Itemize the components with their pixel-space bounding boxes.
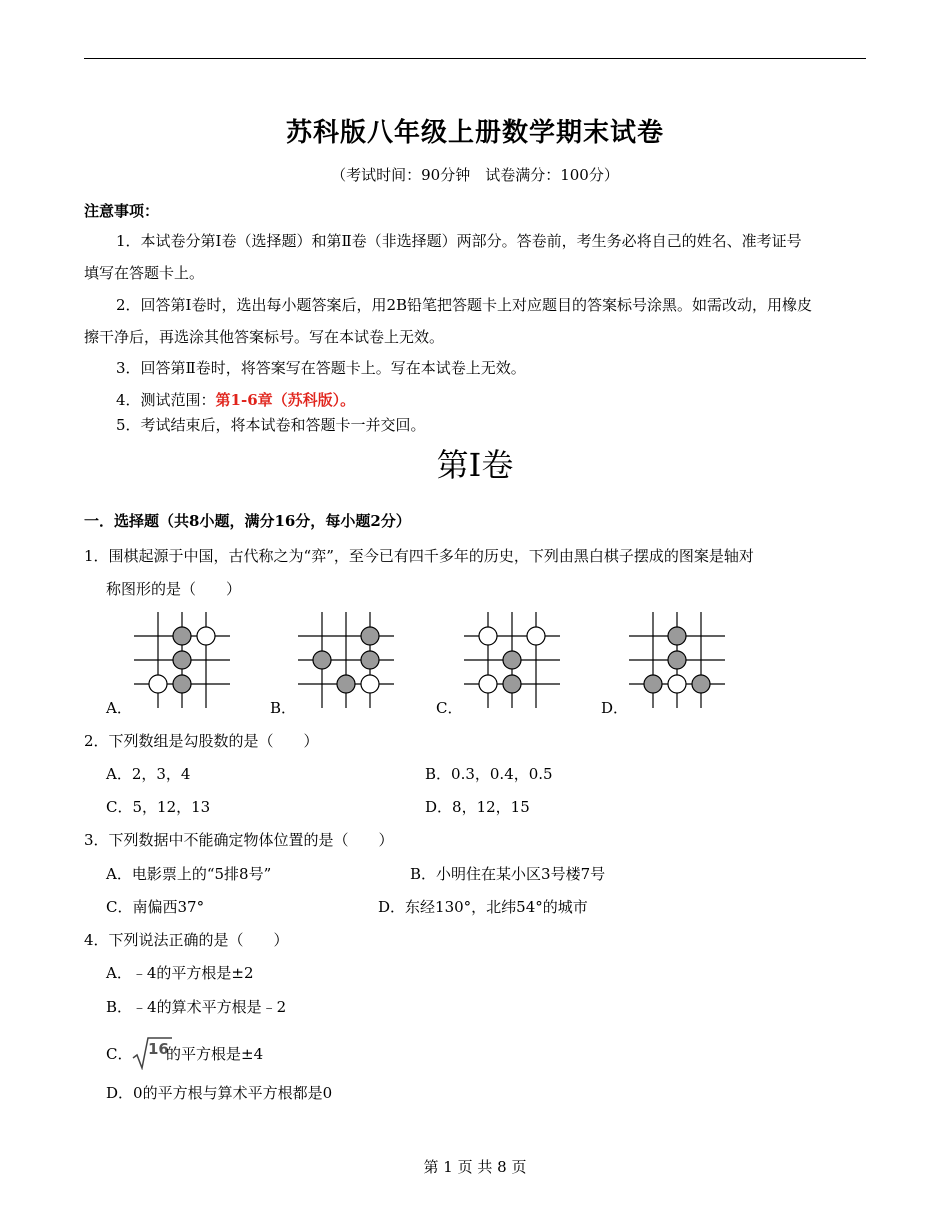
q1-option-c-label: C． <box>436 699 463 717</box>
notice-item-2-line-1: 2．回答第Ⅰ卷时，选出每小题答案后，用2B铅笔把答题卡上对应题目的答案标号涂黑。如需改动，用橡皮 <box>116 296 813 314</box>
section-title: 第Ⅰ卷 <box>436 446 514 484</box>
q1-option-d-label: D． <box>601 699 629 717</box>
q4-option-b: B．﹣4的算术平方根是﹣2 <box>106 998 287 1016</box>
q3-option-a: A．电影票上的“5排8号” <box>106 865 272 883</box>
exam-subtitle: （考试时间：90分钟 试卷满分：100分） <box>331 166 619 184</box>
notice-item-1-line-1: 1．本试卷分第Ⅰ卷（选择题）和第Ⅱ卷（非选择题）两部分。答卷前，考生务必将自己的姓名、准考证号 <box>116 232 802 250</box>
q3-option-d: D．东经130°，北纬54°的城市 <box>378 898 588 916</box>
go-board-d <box>629 612 729 708</box>
q4-stem: 4．下列说法正确的是（ ） <box>84 931 289 949</box>
q4-option-d: D．0的平方根与算术平方根都是0 <box>106 1084 333 1102</box>
notice-item-1-line-2: 填写在答题卡上。 <box>84 264 205 282</box>
notice-item-2-line-2: 擦干净后，再选涂其他答案标号。写在本试卷上无效。 <box>84 328 445 346</box>
q4-option-a: A．﹣4的平方根是±2 <box>106 964 254 982</box>
q3-option-c: C．南偏西37° <box>106 898 205 916</box>
q2-stem: 2．下列数组是勾股数的是（ ） <box>84 732 319 750</box>
notice-item-4-suffix: 。 <box>340 391 356 409</box>
q3-stem: 3．下列数据中不能确定物体位置的是（ ） <box>84 831 394 849</box>
q1-option-a-label: A． <box>106 699 132 717</box>
notice-heading: 注意事项： <box>84 202 160 220</box>
exam-title: 苏科版八年级上册数学期末试卷 <box>285 118 664 148</box>
q2-option-b: B．0.3，0.4，0.5 <box>425 765 553 783</box>
q1-stem-line-1: 1．围棋起源于中国，古代称之为“弈”，至今已有四千多年的历史，下列由黑白棋子摆成的图案是轴对 <box>84 547 754 565</box>
go-board-a <box>134 612 234 708</box>
test-range: 第1-6章（苏科版） <box>215 391 341 409</box>
q1-option-b-label: B． <box>270 699 297 717</box>
notice-item-4-prefix: 4．测试范围： <box>116 391 216 409</box>
q2-option-a: A．2，3，4 <box>106 765 191 783</box>
q4-option-c-suffix: 的平方根是±4 <box>166 1045 264 1063</box>
section-heading: 一．选择题（共8小题，满分16分，每小题2分） <box>84 512 411 530</box>
q2-option-d: D．8，12，15 <box>425 798 530 816</box>
q2-option-c: C．5，12，13 <box>106 798 211 816</box>
notice-item-5: 5．考试结束后，将本试卷和答题卡一并交回。 <box>116 416 426 434</box>
q3-option-b: B．小明住在某小区3号楼7号 <box>410 865 606 883</box>
go-board-b <box>298 612 398 708</box>
q1-stem-line-2: 称图形的是（ ） <box>106 580 242 598</box>
go-board-c <box>464 612 564 708</box>
q4-option-c-radicand: 16 <box>148 1040 169 1058</box>
header-rule <box>84 58 866 59</box>
page-footer: 第 1 页 共 8 页 <box>423 1158 527 1176</box>
q4-option-c-prefix: C． <box>106 1045 133 1063</box>
notice-item-3: 3．回答第Ⅱ卷时，将答案写在答题卡上。写在本试卷上无效。 <box>116 359 526 377</box>
